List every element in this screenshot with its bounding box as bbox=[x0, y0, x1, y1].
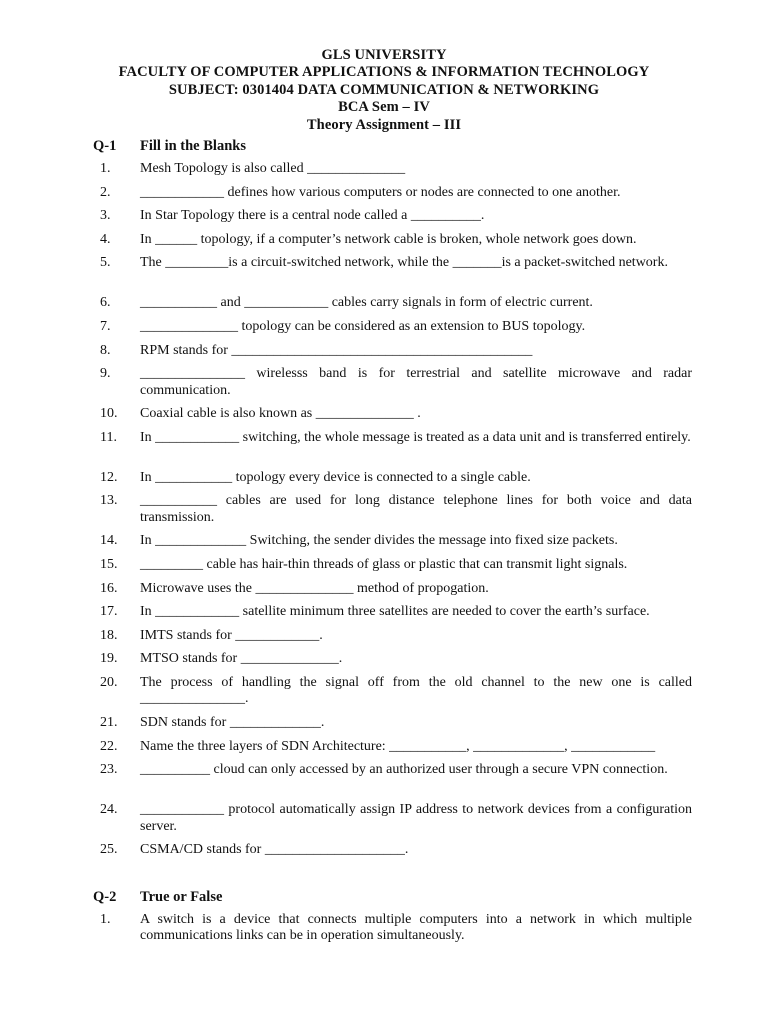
question-text: ____________ defines how various computers or nodes are connected to one another. bbox=[140, 184, 621, 200]
question-text: ___________ cables are used for long distance telephone lines for both voice and data transmission. bbox=[140, 493, 692, 525]
question-number: 18. bbox=[100, 627, 118, 643]
faculty-name: FACULTY OF COMPUTER APPLICATIONS & INFORMATION TECHNOLOGY bbox=[118, 64, 650, 81]
question-text: In ___________ topology every device is connected to a single cable. bbox=[140, 469, 531, 485]
question-item bbox=[93, 675, 698, 715]
question-number: 15. bbox=[100, 556, 118, 572]
question-text: IMTS stands for ____________. bbox=[140, 627, 323, 643]
question-list bbox=[93, 161, 698, 866]
section-number: Q-2 bbox=[93, 889, 117, 905]
university-name: GLS UNIVERSITY bbox=[321, 47, 447, 63]
question-number: 8. bbox=[100, 342, 111, 358]
question-list bbox=[93, 912, 698, 945]
question-item bbox=[93, 319, 698, 343]
section-title: True or False bbox=[140, 889, 223, 905]
question-item bbox=[93, 604, 698, 628]
question-text: ___________ and ____________ cables carry signals in form of electric current. bbox=[140, 295, 593, 311]
question-number: 24. bbox=[100, 802, 118, 818]
question-text: A switch is a device that connects multiple computers into a network in which multiple communications links can be in operation simultaneously. bbox=[140, 912, 692, 944]
question-number: 1. bbox=[100, 912, 111, 927]
question-text: In Star Topology there is a central node called a __________. bbox=[140, 208, 485, 224]
question-text: The _________is a circuit-switched network, while the _______is a packet-switched network. bbox=[140, 255, 668, 271]
section-title: Fill in the Blanks bbox=[140, 138, 246, 154]
document-header bbox=[0, 47, 768, 134]
question-item bbox=[93, 557, 698, 581]
question-item bbox=[93, 739, 698, 763]
question-number: 13. bbox=[100, 493, 118, 509]
section-q2 bbox=[93, 888, 698, 945]
question-item bbox=[93, 366, 698, 406]
question-text: RPM stands for ___________________________________________ bbox=[140, 342, 533, 358]
question-item bbox=[93, 581, 698, 605]
question-item bbox=[93, 161, 698, 185]
question-number: 14. bbox=[100, 533, 118, 549]
section-number: Q-1 bbox=[93, 138, 117, 154]
question-number: 22. bbox=[100, 738, 118, 754]
question-text: _______________ wirelesss band is for terrestrial and satellite microwave and radar communication. bbox=[140, 366, 692, 398]
question-item bbox=[93, 232, 698, 256]
question-item bbox=[93, 715, 698, 739]
question-number: 9. bbox=[100, 366, 111, 382]
question-number: 3. bbox=[100, 208, 111, 224]
question-item bbox=[93, 651, 698, 675]
question-number: 17. bbox=[100, 604, 118, 620]
question-number: 2. bbox=[100, 184, 111, 200]
question-text: MTSO stands for ______________. bbox=[140, 651, 343, 667]
semester-line: BCA Sem – IV bbox=[338, 99, 430, 116]
question-text: ____________ protocol automatically assign IP address to network devices from a configuration server. bbox=[140, 802, 692, 834]
question-number: 21. bbox=[100, 714, 118, 730]
question-item bbox=[93, 255, 698, 295]
question-item bbox=[93, 533, 698, 557]
question-number: 19. bbox=[100, 651, 118, 667]
section-q1 bbox=[93, 137, 698, 866]
assignment-title: Theory Assignment – III bbox=[306, 116, 462, 133]
question-number: 25. bbox=[100, 842, 118, 858]
subject-line: SUBJECT: 0301404 DATA COMMUNICATION & NETWORKING bbox=[168, 81, 600, 98]
question-text: Coaxial cable is also known as ______________ . bbox=[140, 406, 421, 422]
section-heading bbox=[93, 137, 698, 155]
question-number: 7. bbox=[100, 318, 111, 334]
question-text: In ____________ satellite minimum three satellites are needed to cover the earth’s surface. bbox=[140, 604, 650, 620]
question-item bbox=[93, 628, 698, 652]
question-text: In _____________ Switching, the sender divides the message into fixed size packets. bbox=[140, 533, 618, 549]
section-heading bbox=[93, 888, 698, 906]
question-item bbox=[93, 493, 698, 533]
question-text: Name the three layers of SDN Architecture: ___________, _____________, ____________ bbox=[140, 738, 656, 754]
question-number: 20. bbox=[100, 674, 118, 690]
question-text: In ____________ switching, the whole message is treated as a data unit and is transferred entirely. bbox=[140, 429, 691, 445]
question-item bbox=[93, 430, 698, 470]
question-number: 10. bbox=[100, 406, 118, 422]
question-item bbox=[93, 185, 698, 209]
question-item bbox=[93, 912, 698, 945]
question-item bbox=[93, 470, 698, 494]
question-number: 23. bbox=[100, 762, 118, 778]
question-item bbox=[93, 208, 698, 232]
question-text: ______________ topology can be considered as an extension to BUS topology. bbox=[140, 318, 586, 334]
question-number: 5. bbox=[100, 255, 111, 271]
question-number: 6. bbox=[100, 295, 111, 311]
question-number: 4. bbox=[100, 231, 111, 247]
question-number: 16. bbox=[100, 580, 118, 596]
question-item bbox=[93, 406, 698, 430]
question-number: 11. bbox=[100, 429, 117, 445]
question-text: In ______ topology, if a computer’s network cable is broken, whole network goes down. bbox=[140, 231, 637, 247]
question-item bbox=[93, 343, 698, 367]
question-number: 1. bbox=[100, 161, 111, 176]
question-item bbox=[93, 762, 698, 802]
question-text: The process of handling the signal off from the old channel to the new one is called _______________. bbox=[140, 674, 692, 707]
question-text: SDN stands for _____________. bbox=[140, 714, 325, 730]
question-text: _________ cable has hair-thin threads of glass or plastic that can transmit light signals. bbox=[140, 556, 628, 572]
question-item bbox=[93, 802, 698, 842]
question-text: CSMA/CD stands for ____________________. bbox=[140, 842, 409, 858]
question-text: Microwave uses the ______________ method of propogation. bbox=[140, 580, 489, 596]
question-item bbox=[93, 295, 698, 319]
question-text: Mesh Topology is also called ______________ bbox=[140, 161, 406, 176]
question-text: __________ cloud can only accessed by an authorized user through a secure VPN connection. bbox=[140, 762, 668, 778]
question-item bbox=[93, 842, 698, 866]
question-number: 12. bbox=[100, 469, 118, 485]
